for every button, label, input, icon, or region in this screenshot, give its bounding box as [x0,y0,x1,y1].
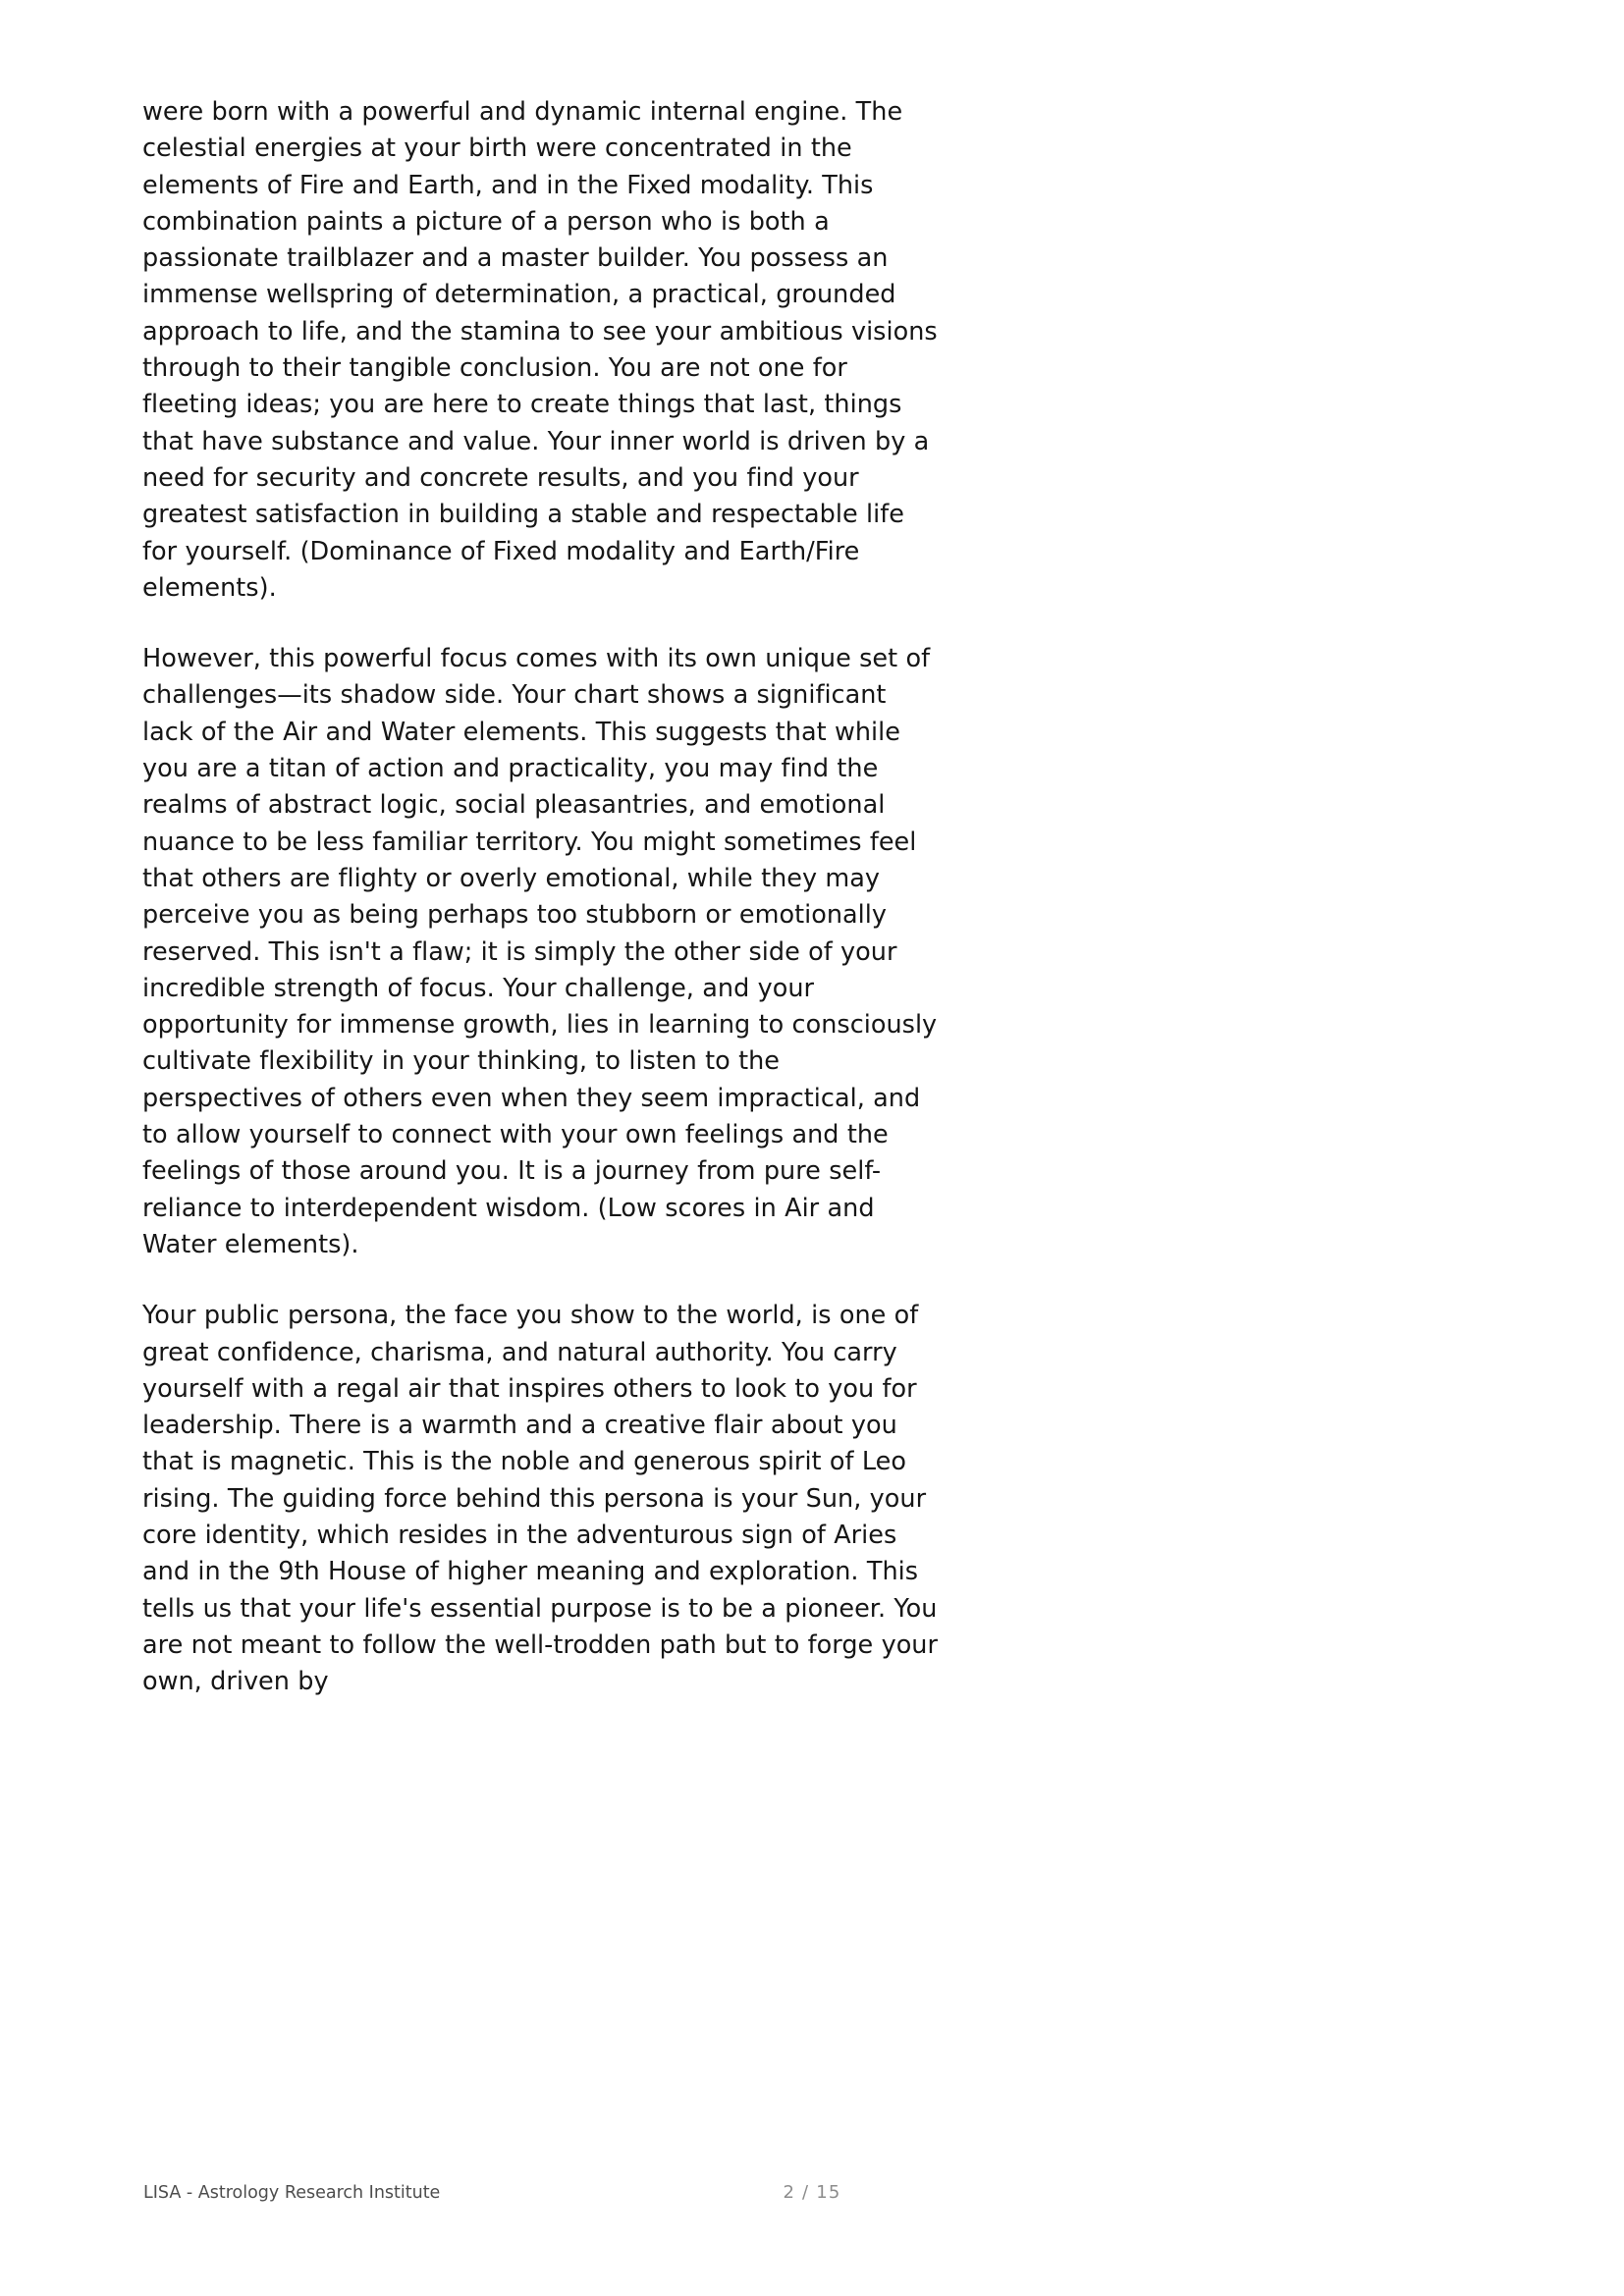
footer-page-number: 2 / 15 [783,2182,841,2203]
page-body-content [142,94,940,1700]
footer-organization-label: LISA - Astrology Research Institute [143,2183,441,2203]
body-paragraph-1: were born with a powerful and dynamic internal engine. The celestial energies at your birth were concentrated in the elements of Fire and Earth, and in the Fixed modality. This combination paints a picture of a person who is both a passionate trailblazer and a master builder. You possess an immense wellspring of determination, a practical, grounded approach to life, and the stamina to see your ambitious visions through to their tangible conclusion. You are not one for fleeting ideas; you are here to create things that last, things that have substance and value. Your inner world is driven by a need for security and concrete results, and you find your greatest satisfaction in building a stable and respectable life for yourself. (Dominance of Fixed modality and Earth/Fire elements). [142,97,938,603]
body-paragraph-3: Your public persona, the face you show to the world, is one of great confidence, charisma, and natural authority. You carry yourself with a regal air that inspires others to look to you for leadership. There is a warmth and a creative flair about you that is magnetic. This is the noble and generous spirit of Leo rising. The guiding force behind this persona is your Sun, your core identity, which resides in the adventurous sign of Aries and in the 9th House of higher meaning and exploration. This tells us that your life's essential purpose is to be a pioneer. You are not meant to follow the well-trodden path but to forge your own, driven by [142,1301,938,1697]
body-paragraph-2: However, this powerful focus comes with its own unique set of challenges—its shadow side. Your chart shows a significant lack of the Air and Water elements. This suggests that while you are a titan of action and practicality, you may find the realms of abstract logic, social pleasantries, and emotional nuance to be less familiar territory. You might sometimes feel that others are flighty or overly emotional, while they may perceive you as being perhaps too stubborn or emotionally reserved. This isn't a flaw; it is simply the other side of your incredible strength of focus. Your challenge, and your opportunity for immense growth, lies in learning to consciously cultivate flexibility in your thinking, to listen to the perspectives of others even when they seem impractical, and to allow yourself to connect with your own feelings and the feelings of those around you. It is a journey from pure self-reliance to interdependent wisdom. (Low scores in Air and Water elements). [142,644,938,1259]
page-footer [0,2181,1624,2220]
